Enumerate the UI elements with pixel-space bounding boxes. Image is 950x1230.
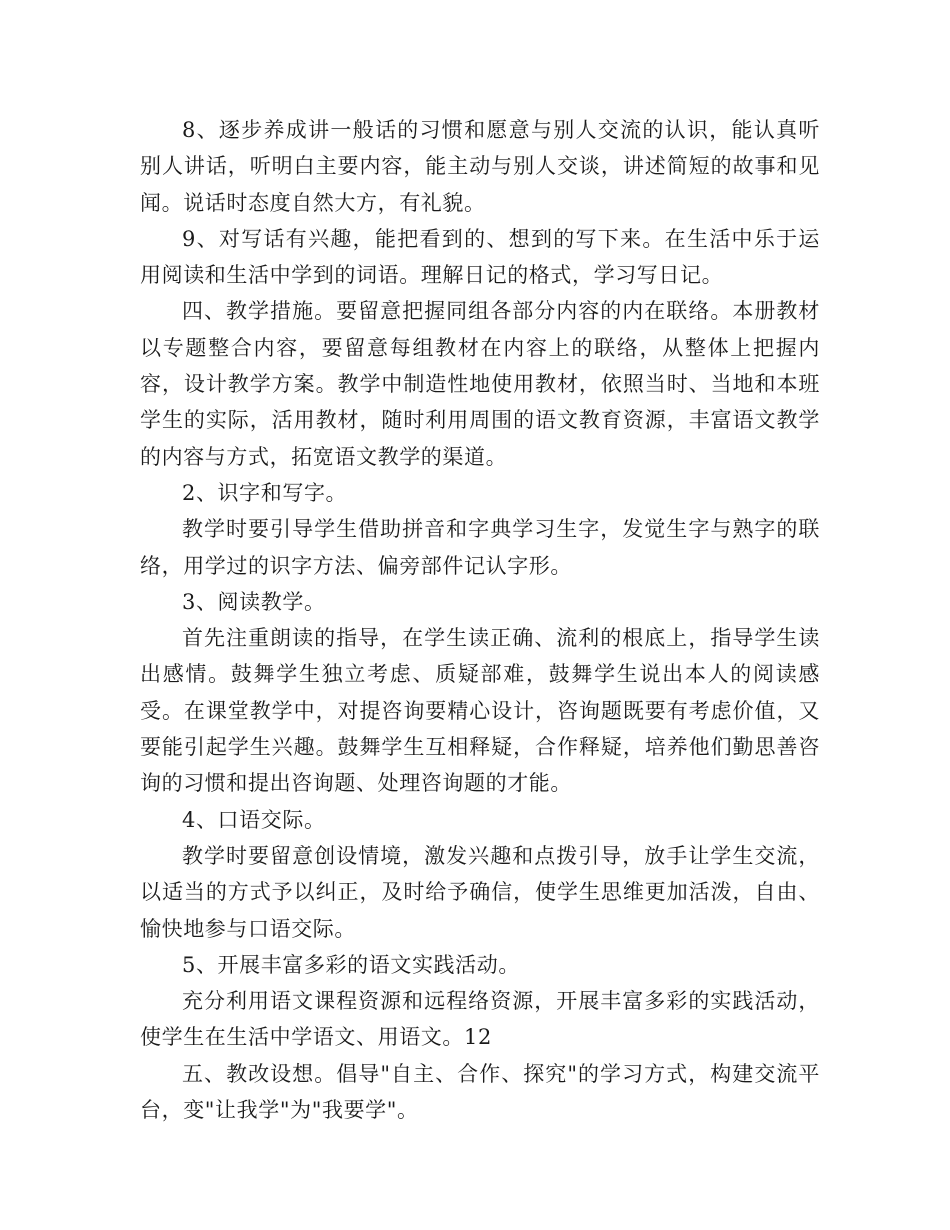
subheading-3-reading: 3、阅读教学。 [182,589,326,614]
document-body [140,112,820,1128]
paragraph-literacy-body: 教学时要引导学生借助拼音和字典学习生字，发觉生字与熟字的联络，用学过的识字方法、偏旁部件记认字形。 [140,517,820,578]
paragraph-9-writing-interest: 9、对写话有兴趣，能把看到的、想到的写下来。在生活中乐于运用阅读和生活中学到的词语。理解日记的格式，学习写日记。 [140,226,820,288]
section-5-reform-ideas: 五、教改设想。倡导"自主、合作、探究"的学习方式，构建交流平台，变"让我学"为"我要学"。 [140,1061,820,1123]
paragraph-practice-activities-body: 充分利用语文课程资源和远程络资源，开展丰富多彩的实践活动，使学生在生活中学语文、用语文。12 [140,989,820,1050]
section-4-teaching-measures: 四、教学措施。要留意把握同组各部分内容的内在联络。本册教材以专题整合内容，要留意每组教材在内容上的联络，从整体上把握内容，设计教学方案。教学中制造性地使用教材，依照当时、当地和本班学生的实际，活用教材，随时利用周围的语文教育资源，丰富语文教学的内容与方式，拓宽语文教学的渠道。 [140,299,820,469]
subheading-4-oral-communication: 4、口语交际。 [182,807,326,832]
paragraph-reading-body: 首先注重朗读的指导，在学生读正确、流利的根底上，指导学生读出感情。鼓舞学生独立考虑、质疑部难，鼓舞学生说出本人的阅读感受。在课堂教学中，对提咨询要精心设计，咨询题既要有考虑价值，又要能引起学生兴趣。鼓舞学生互相释疑，合作释疑，培养他们勤思善咨询的习惯和提出咨询题、处理咨询题的才能。 [140,626,820,796]
paragraph-8-speaking-habits: 8、逐步养成讲一般话的习惯和愿意与别人交流的认识，能认真听别人讲话，听明白主要内容，能主动与别人交谈，讲述简短的故事和见闻。说话时态度自然大方，有礼貌。 [140,118,820,215]
subheading-5-practice-activities: 5、开展丰富多彩的语文实践活动。 [182,952,520,977]
paragraph-oral-communication-body: 教学时要留意创设情境，激发兴趣和点拨引导，放手让学生交流，以适当的方式予以纠正，及时给予确信，使学生思维更加活泼，自由、愉快地参与口语交际。 [140,843,820,941]
subheading-2-literacy: 2、识字和写字。 [182,480,348,505]
